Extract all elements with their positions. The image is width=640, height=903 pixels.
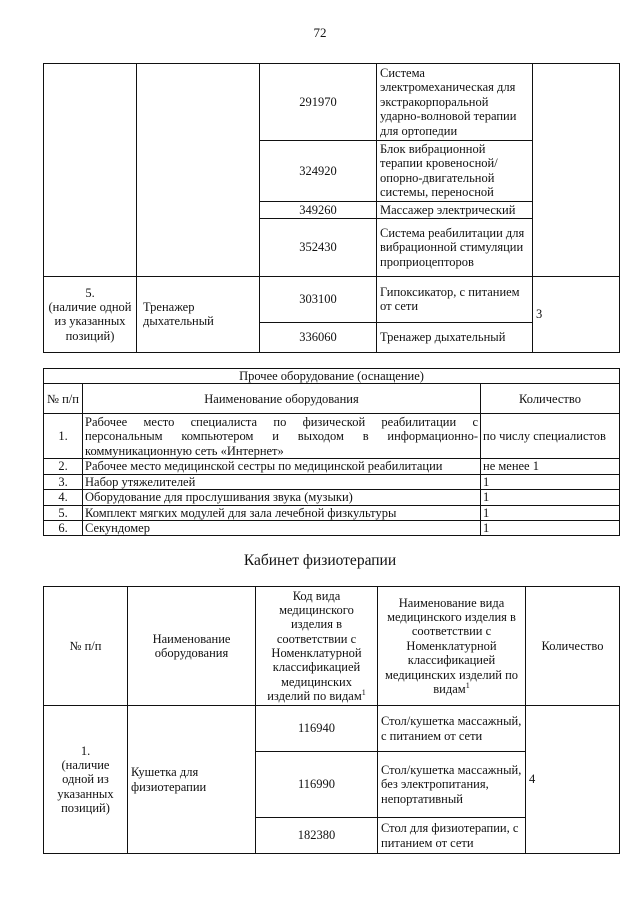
table-row [44, 459, 620, 474]
row-num: 1. [44, 414, 83, 459]
page-number: 72 [313, 25, 327, 40]
device-code: 116990 [256, 752, 378, 818]
table-row [44, 64, 620, 141]
item-number: 5. [85, 285, 95, 300]
row-name: Набор утяжелителей [83, 474, 481, 489]
table-row [44, 505, 620, 520]
table-row [44, 490, 620, 505]
device-name: Система реабилитации для вибрационной стимуляции проприоцепторов [377, 218, 533, 276]
quantity: 3 [533, 276, 620, 352]
continued-equipment-table [43, 63, 620, 353]
row-num: 2. [44, 459, 83, 474]
equipment-name: Тренажер дыхательный [137, 276, 260, 352]
header-device-name-text: Наименование вида медицинского изделия в соответствии с Номенклатурной классификацией медицинских изделий по видам [384, 595, 519, 696]
table-header-row [44, 384, 620, 414]
device-code: 324920 [260, 141, 377, 202]
device-code: 349260 [260, 201, 377, 218]
device-name: Система электромеханическая для экстракорпоральной ударно-волновой терапии для ортопедии [377, 64, 533, 141]
item-note: (наличие одной из указанных позиций) [48, 300, 132, 343]
equipment-name: Кушетка для физиотерапии [128, 706, 256, 854]
other-equipment-table [43, 368, 620, 536]
device-name: Стол/кушетка массажный, без электропитания, непортативный [378, 752, 526, 818]
physiotherapy-equipment-table [43, 586, 620, 854]
header-num: № п/п [44, 587, 128, 706]
item-number-cell [44, 276, 137, 352]
row-num: 3. [44, 474, 83, 489]
device-name: Массажер электрический [377, 201, 533, 218]
device-code: 336060 [260, 322, 377, 352]
table-title: Прочее оборудование (оснащение) [44, 369, 620, 384]
footnote-mark: 1 [465, 680, 470, 690]
header-equipment: Наименование оборудования [128, 587, 256, 706]
table-row [44, 369, 620, 384]
table-row [44, 474, 620, 489]
row-name: Рабочее место специалиста по физической реабилитации с персональным компьютером и выходом в информационно-коммуникационную сеть «Интернет» [83, 414, 481, 459]
table-row [44, 520, 620, 535]
row-name: Оборудование для прослушивания звука (музыки) [83, 490, 481, 505]
empty-num-cell [44, 64, 137, 277]
device-name: Гипоксикатор, с питанием от сети [377, 276, 533, 322]
section-title: Кабинет физиотерапии [243, 552, 397, 569]
device-name: Стол/кушетка массажный, с питанием от сети [378, 706, 526, 752]
device-code: 291970 [260, 64, 377, 141]
device-name: Тренажер дыхательный [377, 322, 533, 352]
header-code-text: Код вида медицинского изделия в соответствии с Номенклатурной классификацией медицинских изделий по видам [267, 588, 362, 704]
table-row [44, 414, 620, 459]
row-num: 5. [44, 505, 83, 520]
row-quantity: 1 [481, 505, 620, 520]
row-quantity: 1 [481, 474, 620, 489]
item-number-cell [44, 706, 128, 854]
item-note: (наличие одной из указанных позиций) [57, 757, 114, 816]
header-num: № п/п [44, 384, 83, 414]
device-name: Стол для физиотерапии, с питанием от сети [378, 818, 526, 854]
device-code: 182380 [256, 818, 378, 854]
row-quantity: 1 [481, 490, 620, 505]
empty-quantity-cell [533, 64, 620, 277]
device-code: 116940 [256, 706, 378, 752]
row-quantity: по числу специалистов [481, 414, 620, 459]
row-num: 6. [44, 520, 83, 535]
item-number: 1. [80, 743, 91, 758]
table-header-row [44, 587, 620, 706]
quantity: 4 [526, 706, 620, 854]
header-quantity: Количество [481, 384, 620, 414]
footnote-mark: 1 [361, 687, 366, 697]
row-quantity: не менее 1 [481, 459, 620, 474]
header-code [256, 587, 378, 706]
header-quantity: Количество [526, 587, 620, 706]
row-name: Рабочее место медицинской сестры по медицинской реабилитации [83, 459, 481, 474]
table-row [44, 706, 620, 752]
table-row [44, 276, 620, 322]
row-quantity: 1 [481, 520, 620, 535]
row-num: 4. [44, 490, 83, 505]
row-name: Комплект мягких модулей для зала лечебной физкультуры [83, 505, 481, 520]
device-code: 303100 [260, 276, 377, 322]
row-name: Секундомер [83, 520, 481, 535]
header-device-name [378, 587, 526, 706]
header-name: Наименование оборудования [83, 384, 481, 414]
device-code: 352430 [260, 218, 377, 276]
empty-equipment-cell [137, 64, 260, 277]
device-name: Блок вибрационной терапии кровеносной/ опорно-двигательной системы, переносной [377, 141, 533, 202]
